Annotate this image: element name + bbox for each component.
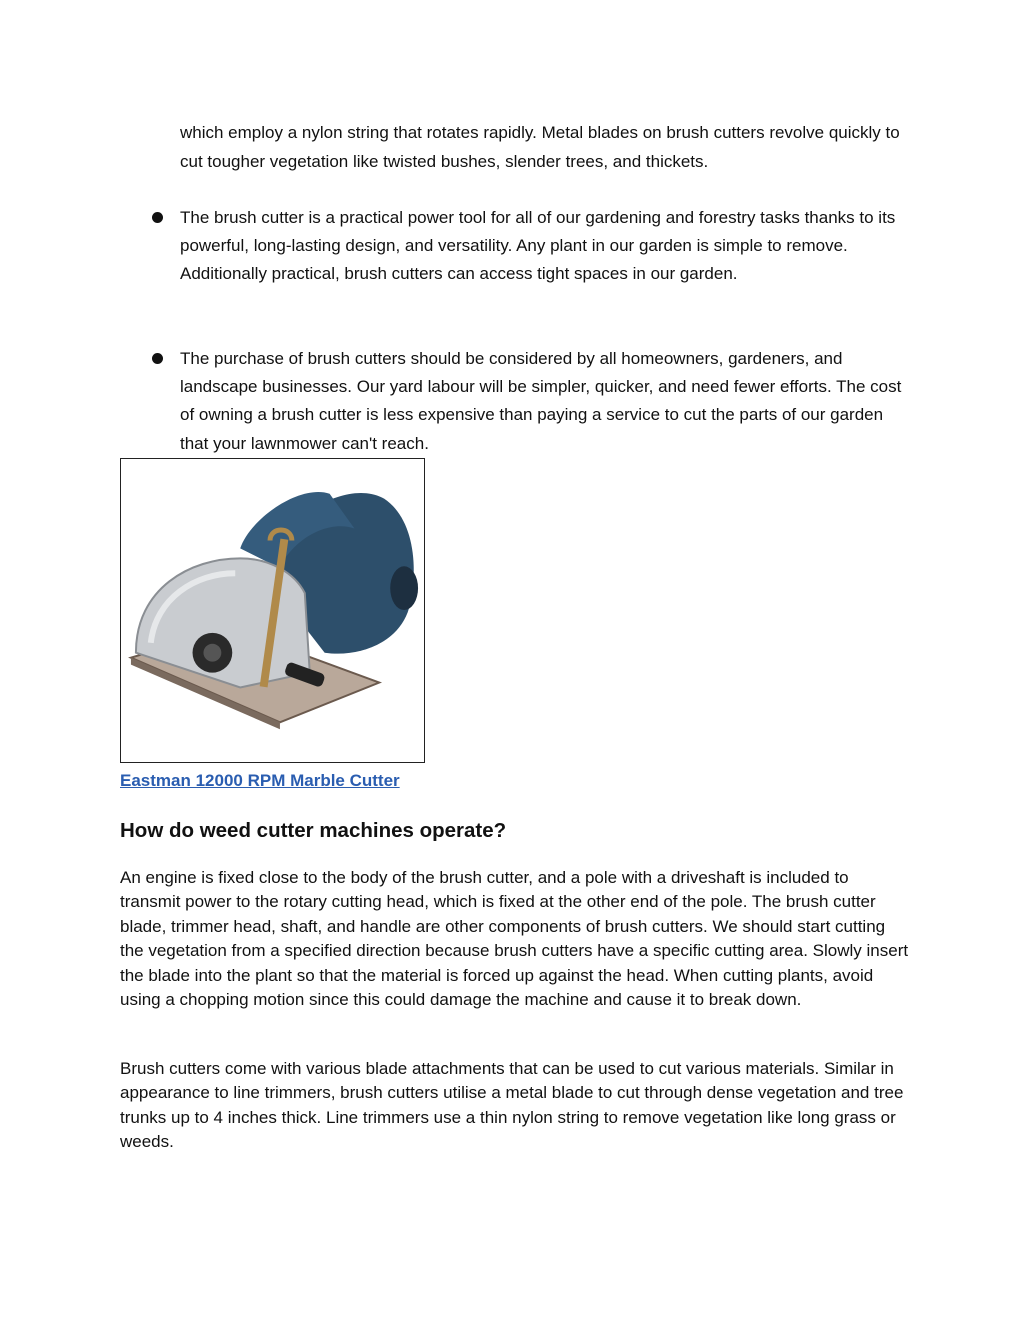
product-link[interactable]: Eastman 12000 RPM Marble Cutter [120,771,400,790]
section-heading: How do weed cutter machines operate? [120,819,507,842]
bullet-item [180,345,910,458]
bullet-dot-icon [152,212,163,223]
intro-continuation-paragraph: which employ a nylon string that rotates rapidly. Metal blades on brush cutters revolve quickly to cut tougher vegetation like twisted bushes, slender trees, and thickets. [180,123,900,171]
bullet-dot-icon [152,353,163,364]
bullet-text: The brush cutter is a practical power tool for all of our gardening and forestry tasks thanks to its powerful, long-lasting design, and versatility. Any plant in our garden is simple to remove. Additionally practical, brush cutters can access tight spaces in our garden. [180,208,896,284]
product-image [120,458,425,763]
marble-cutter-illustration [121,459,424,762]
body-paragraph: An engine is fixed close to the body of the brush cutter, and a pole with a driveshaft is included to transmit power to the rotary cutting head, which is fixed at the other end of the pole. The brush cutter blade, trimmer head, shaft, and handle are other components of brush cutters. We should start cutting the vegetation from a specified direction because brush cutters have a specific cutting area. Slowly insert the blade into the plant so that the material is forced up against the head. When cutting plants, avoid using a chopping motion since this could damage the machine and cause it to break down. [120,868,909,1010]
bullet-item [180,204,910,289]
bullet-text: The purchase of brush cutters should be considered by all homeowners, gardeners, and landscape businesses. Our yard labour will be simpler, quicker, and need fewer efforts. The cost of owning a brush cutter is less expensive than paying a service to cut the parts of our garden that your lawnmower can't reach. [180,349,902,453]
body-paragraph: Brush cutters come with various blade attachments that can be used to cut various materials. Similar in appearance to line trimmers, brush cutters utilise a metal blade to cut through dense vegetation and tree trunks up to 4 inches thick. Line trimmers use a thin nylon string to remove vegetation like long grass or weeds. [120,1059,904,1152]
